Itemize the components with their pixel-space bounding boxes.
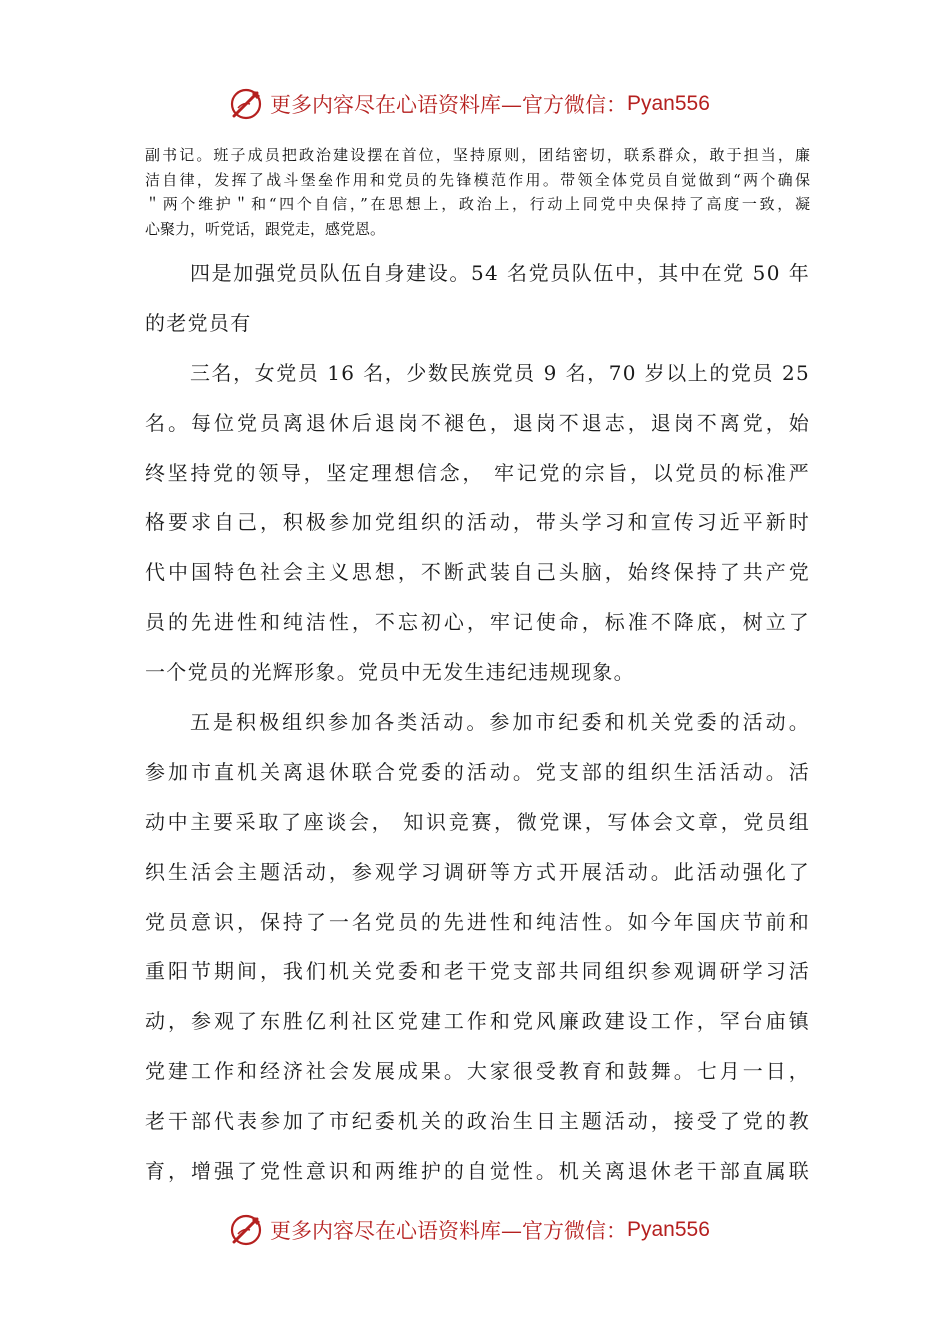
body-line: 终坚持党的领导，坚定理想信念， 牢记党的宗旨，以党员的标准严 (145, 460, 810, 485)
body-line: 老干部代表参加了市纪委机关的政治生日主题活动，接受了党的教 (145, 1109, 810, 1134)
intro-line: 洁自律，发挥了战斗堡垒作用和党员的先锋模范作用。带领全体党员自觉做到“两个确保 (145, 170, 810, 189)
body-line: 三名，女党员 16 名，少数民族党员 9 名，70 岁以上的党员 25 (190, 360, 810, 385)
intro-line: ＂两个维护＂和“四个自信，”在思想上，政治上，行动上同党中央保持了高度一致，凝 (145, 195, 810, 213)
pen-circle-logo-icon (228, 1212, 264, 1248)
body-line: 的老党员有 (145, 310, 252, 335)
watermark-text: 更多内容尽在心语资料库—官方微信： (270, 1219, 627, 1243)
watermark-footer (228, 1210, 748, 1250)
body-line: 党员意识，保持了一名党员的先进性和纯洁性。如今年国庆节前和 (145, 909, 810, 934)
body-line: 重阳节期间，我们机关党委和老干党支部共同组织参观调研学习活 (145, 959, 810, 984)
body-line: 参加市直机关离退休联合党委的活动。党支部的组织生活活动。活 (145, 759, 810, 784)
body-line: 代中国特色社会主义思想，不断武装自己头脑，始终保持了共产党 (145, 560, 810, 585)
watermark-text: 更多内容尽在心语资料库—官方微信： (270, 93, 627, 117)
pen-circle-logo-icon (228, 86, 264, 122)
body-line: 四是加强党员队伍自身建设。54 名党员队伍中，其中在党 50 年 (190, 261, 810, 285)
watermark-header (228, 84, 748, 124)
intro-line: 副书记。班子成员把政治建设摆在首位，坚持原则，团结密切，联系群众，敢于担当，廉 (145, 146, 810, 164)
body-line: 动中主要采取了座谈会， 知识竞赛，微党课，写体会文章，党员组 (145, 809, 810, 834)
body-line: 育，增强了党性意识和两维护的自觉性。机关离退休老干部直属联 (145, 1159, 810, 1184)
body-line: 格要求自己，积极参加党组织的活动，带头学习和宣传习近平新时 (145, 510, 810, 535)
body-line: 员的先进性和纯洁性，不忘初心，牢记使命，标准不降底，树立了 (145, 610, 810, 635)
body-line: 织生活会主题活动，参观学习调研等方式开展活动。此活动强化了 (145, 859, 810, 884)
body-line: 五是积极组织参加各类活动。参加市纪委和机关党委的活动。 (190, 710, 810, 735)
body-line: 名。每位党员离退休后退岗不褪色，退岗不退志，退岗不离党，始 (145, 410, 810, 435)
intro-paragraph (145, 143, 810, 241)
body-line: 动，参观了东胜亿利社区党建工作和党风廉政建设工作，罕台庙镇 (145, 1009, 810, 1034)
body-text (145, 249, 810, 1197)
body-line: 一个党员的光辉形象。党员中无发生违纪违规现象。 (145, 660, 635, 685)
intro-line: 心聚力，听党话，跟党走，感党恩。 (145, 219, 386, 238)
watermark-wechat-id: Pyan556 (627, 92, 710, 115)
watermark-wechat-id: Pyan556 (627, 1218, 710, 1241)
body-line: 党建工作和经济社会发展成果。大家很受教育和鼓舞。七月一日， (145, 1059, 810, 1084)
